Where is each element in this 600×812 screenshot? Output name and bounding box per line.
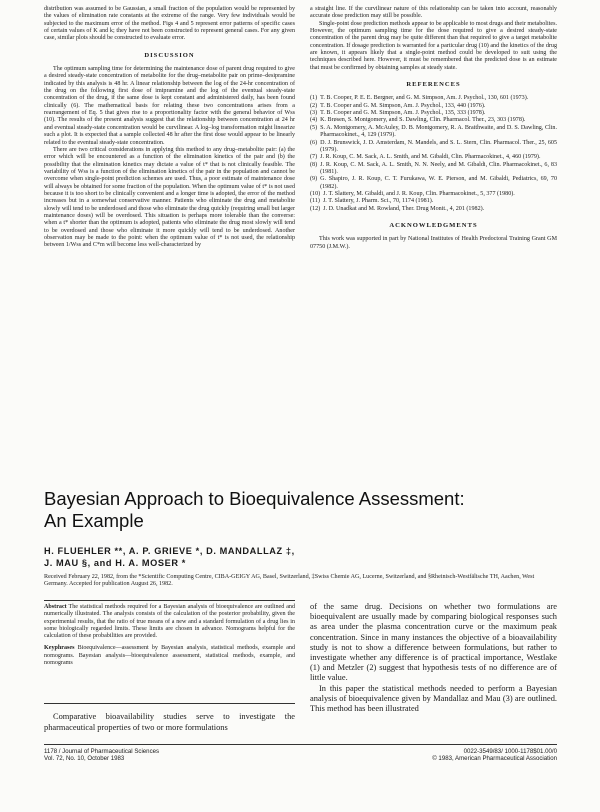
reference-text: J. D. Unadkat and M. Rowland, Ther. Drug Monit., 4, 201 (1982). — [323, 205, 485, 212]
footer-rule — [44, 744, 557, 745]
reference-number: (5) — [310, 124, 318, 131]
reference-item — [310, 140, 557, 155]
reference-text: S. A. Montgomery, A. McAuley, D. B. Montgomery, R. A. Braithwaite, and D. S. Dawling, Clin. Pharmacokinet., 4, 129 (1979). — [320, 124, 557, 139]
article-title-line: An Example — [44, 510, 144, 531]
reference-text: D. J. Brunswick, J. D. Amsterdam, N. Mandels, and S. L. Stern, Clin. Pharmacol. Ther., 25, 605 (1979). — [320, 139, 557, 153]
reference-item — [310, 117, 557, 124]
reference-number: (12) — [310, 205, 321, 212]
reference-text: J. T. Slattery, J. Pharm. Sci., 70, 1174 (1981). — [322, 198, 434, 205]
reference-item — [310, 95, 557, 102]
reference-item — [310, 154, 557, 161]
article-body-right — [310, 602, 557, 714]
results-paragraph: distribution was assumed to be Gaussian, a small fraction of the population would be represented by the values of elimination rate constants at the extreme of the range. Very few individuals would be subjected to the maximum error of the method. Figs 4 and 5 represent error patterns of specific cases of certain values of K and k; they have not been constructed to represent general cases. For any given case, similar plots should be constructed to evaluate error. — [44, 6, 295, 42]
discussion-heading: DISCUSSION — [144, 51, 195, 59]
intro-paragraph: Comparative bioavailability studies serve to investigate the pharmaceutical properties of two or more formulations — [44, 712, 295, 732]
reference-number: (9) — [310, 176, 318, 183]
reference-number: (8) — [310, 161, 318, 168]
reference-text: J. R. Koup, C. M. Sack, A. L. Smith, N. N. Neely, and M. Gibaldi, Clin. Pharmacokinet., 6, 83 (1981). — [320, 161, 557, 175]
reference-number: (10) — [310, 190, 321, 197]
discussion-paragraph: There are two critical considerations in applying this method to any drug–metabolite pair: (a) the error which will be encountered as a function of the elimination kinetics of the pair and (b) the possibility that the elimination kinetics may dictate a value of t* that is not clinically feasible. The variability of Wss is a function of the elimination kinetics of the pair in the population and cannot be overcome when single-point prediction schemes are used. Thus, a poor estimate of maintenance dose will always be obtained for some fraction of the population. When the optimum value of t* is not used because it is too short to be clinically convenient and a longer time is adopted, the error of the method increases but in a somewhat conservative manner. Patients who eliminate the drug and metabolite slowly will tend to be underdosed and those who eliminate the drug quickly (requiring small but larger maintenance doses) will be overdosed. This situation is perhaps more tolerable than the converse: when a t* shorter than the optimum is adopted, patients who eliminate the drug most slowly will tend to be overdosed and those who eliminate it more quickly will tend to be underdosed. Another observation may be made to the point: when the optimum value of t* is not used, the relationship between 1/Wss and C*m will become less well-characterized by — [44, 146, 295, 249]
reference-number: (4) — [310, 117, 318, 124]
reference-text: T. B. Cooper and G. M. Simpson, Am. J. Psychol., 133, 440 (1976). — [320, 102, 486, 109]
journal-name: 1178 / Journal of Pharmaceutical Sciences — [44, 748, 160, 755]
issn-code: 0022-3549/83/ 1000-1178$01.00/0 — [463, 748, 557, 755]
reference-item — [310, 206, 557, 213]
reference-list — [310, 95, 557, 213]
keyphrases-label: Keyphrases — [44, 645, 75, 652]
keyphrases-paragraph — [44, 645, 295, 667]
abstract-bottom-rule — [44, 703, 295, 704]
reference-text: J. R. Koup, C. M. Sack, A. L. Smith, and M. Gibaldi, Clin. Pharmacokinet., 4, 460 (1979). — [320, 154, 541, 161]
intro-paragraph: In this paper the statistical methods needed to perform a Bayesian analysis of bioequivalence given by Mandallaz and Mau (3) are outlined. This method has been illustrated — [310, 683, 557, 714]
acknowledgments-text: This work was supported in part by National Institutes of Health Predoctoral Training Grant GM 07750 (J.M.W.). — [310, 236, 557, 250]
reference-item — [310, 162, 557, 177]
previous-article-right-column — [310, 6, 557, 251]
reference-number: (2) — [310, 102, 318, 109]
continuation-paragraph: Single-point dose prediction methods appear to be applicable to most drugs and their metabolites. However, the optimum sampling time for the dose required to give a desired steady-state concentration of the parent drug may be quite different than that required to give a target metabolite concentration. If dosage prediction is warranted for a particular drug (10) and the kinetics of the drug are known, it appears likely that a single-point method could be developed to suit using the techniques described here. However, it must be remembered that the predicted dose is an estimate that must be confirmed by obtaining samples at steady state. — [310, 20, 557, 71]
references-heading: REFERENCES — [406, 81, 461, 89]
reference-number: (7) — [310, 154, 318, 161]
abstract-top-rule — [44, 600, 295, 601]
author-list — [44, 546, 556, 570]
journal-issue: Vol. 72, No. 10, October 1983 — [44, 755, 125, 763]
author-line: J. MAU §, and H. A. MOSER * — [44, 557, 186, 568]
keyphrases-text: Bioequivalence—assessment by Bayesian analysis, statistical methods, example and nomograms. Bayesian analysis—bioequivalence assessment, statistical methods, example, and nomograms — [44, 645, 295, 667]
article-title-line: Bayesian Approach to Bioequivalence Assessment: — [44, 488, 465, 509]
abstract-paragraph — [44, 604, 295, 640]
continuation-paragraph: a straight line. If the curvilinear nature of this relationship can be taken into account, reasonably accurate dose prediction may still be possible. — [310, 6, 557, 20]
reference-text: T. B. Cooper and G. M. Simpson, Am. J. Psychol., 135, 333 (1978). — [320, 110, 486, 117]
received-note: Received February 22, 1982, from the *Scientific Computing Centre, CIBA-GEIGY AG, Basel, Switzerland, ‡Swiss Chemie AG, Lucerne, Switzerland, and §Rheinisch-Westfälische TH, Aachen, West Germany. Accepted for publication August 26, 1982. — [44, 574, 535, 588]
abstract-text: The statistical methods required for a Bayesian analysis of bioequivalence are outlined and numerically illustrated. The analysis consists of the calculation of the posterior probability, given the experimental results, that the ratio of true means of a new and a standard formulation of a drug lies in some biologically regarded limits. These limits are chosen in advance. Nomograms helpful for the calculation of these probabilities are provided. — [44, 604, 296, 640]
author-line: H. FLUEHLER **, A. P. GRIEVE *, D. MANDALLAZ ‡, — [44, 546, 295, 556]
acknowledgments-heading: ACKNOWLEDGMENTS — [389, 221, 478, 229]
reference-number: (3) — [310, 110, 318, 117]
reference-item — [310, 198, 557, 205]
article-title — [44, 488, 564, 532]
reference-text: T. B. Cooper, P. E. E. Bergner, and G. M. Simpson, Am. J. Psychol., 130, 601 (1973). — [320, 95, 529, 102]
discussion-paragraph: The optimum sampling time for determining the maintenance dose of parent drug required to give a desired steady-state concentration of metabolite for the drug–metabolite pair on prime–desipramine indicated by this analysis is 48 hr. A linear relationship between the log of the 24-hr concentration of the drug on the following first dose of imipramine and the log of the eventual steady-state concentration of the drug, if the same dose is kept constant and administered daily, has been found clinically (6). The mathematical basis for relating these two concentrations arises from a rearrangement of Eq. 5 that gives rise to a proportionality factor with the general behavior of Wss (10). The results of the present analysis suggest that the relationship between concentration at 24 hr and eventual steady-state concentration would be curvilinear. A log–log transformation might linearize such a plot. It is expected that a sample collected 48 hr after the first dose would appear to be linearly related to the eventual steady-state concentration. — [44, 66, 295, 146]
abstract-box — [44, 600, 295, 704]
reference-number: (11) — [310, 198, 320, 205]
reference-number: (1) — [310, 95, 318, 102]
reference-text: K. Brøsen, S. Montgomery, and S. Dawling, Clin. Pharmacol. Ther., 23, 303 (1978). — [320, 117, 526, 124]
copyright-line: © 1983, American Pharmaceutical Association — [432, 755, 557, 763]
reference-item — [310, 176, 557, 191]
reference-text: J. T. Slattery, M. Gibaldi, and J. R. Koup, Clin. Pharmacokinet., 5, 377 (1980). — [323, 190, 515, 197]
abstract-label: Abstract — [44, 604, 67, 610]
previous-article-left-column — [44, 6, 295, 250]
reference-text: G. Shapiro, J. R. Koup, C. T. Furukawa, W. E. Pierson, and M. Gibaldi, Pediatrics, 69, 70 (1982). — [320, 176, 557, 190]
reference-item — [310, 125, 557, 140]
footer-journal — [44, 748, 294, 763]
reference-number: (6) — [310, 139, 318, 146]
intro-paragraph: of the same drug. Decisions on whether two formulations are bioequivalent are usually made by comparing biological responses such as area under the plasma concentration curve or the maximum peak concentration. Since in many instances the objective of a bioavailability study is not to show a difference between formulations, but rather to investigate whether any difference is of practical importance, Westlake (1) and Metzler (2) suggest that hypothesis tests of no difference are of little value. — [310, 602, 557, 683]
article-body-left — [44, 712, 295, 733]
footer-copyright — [330, 748, 557, 763]
